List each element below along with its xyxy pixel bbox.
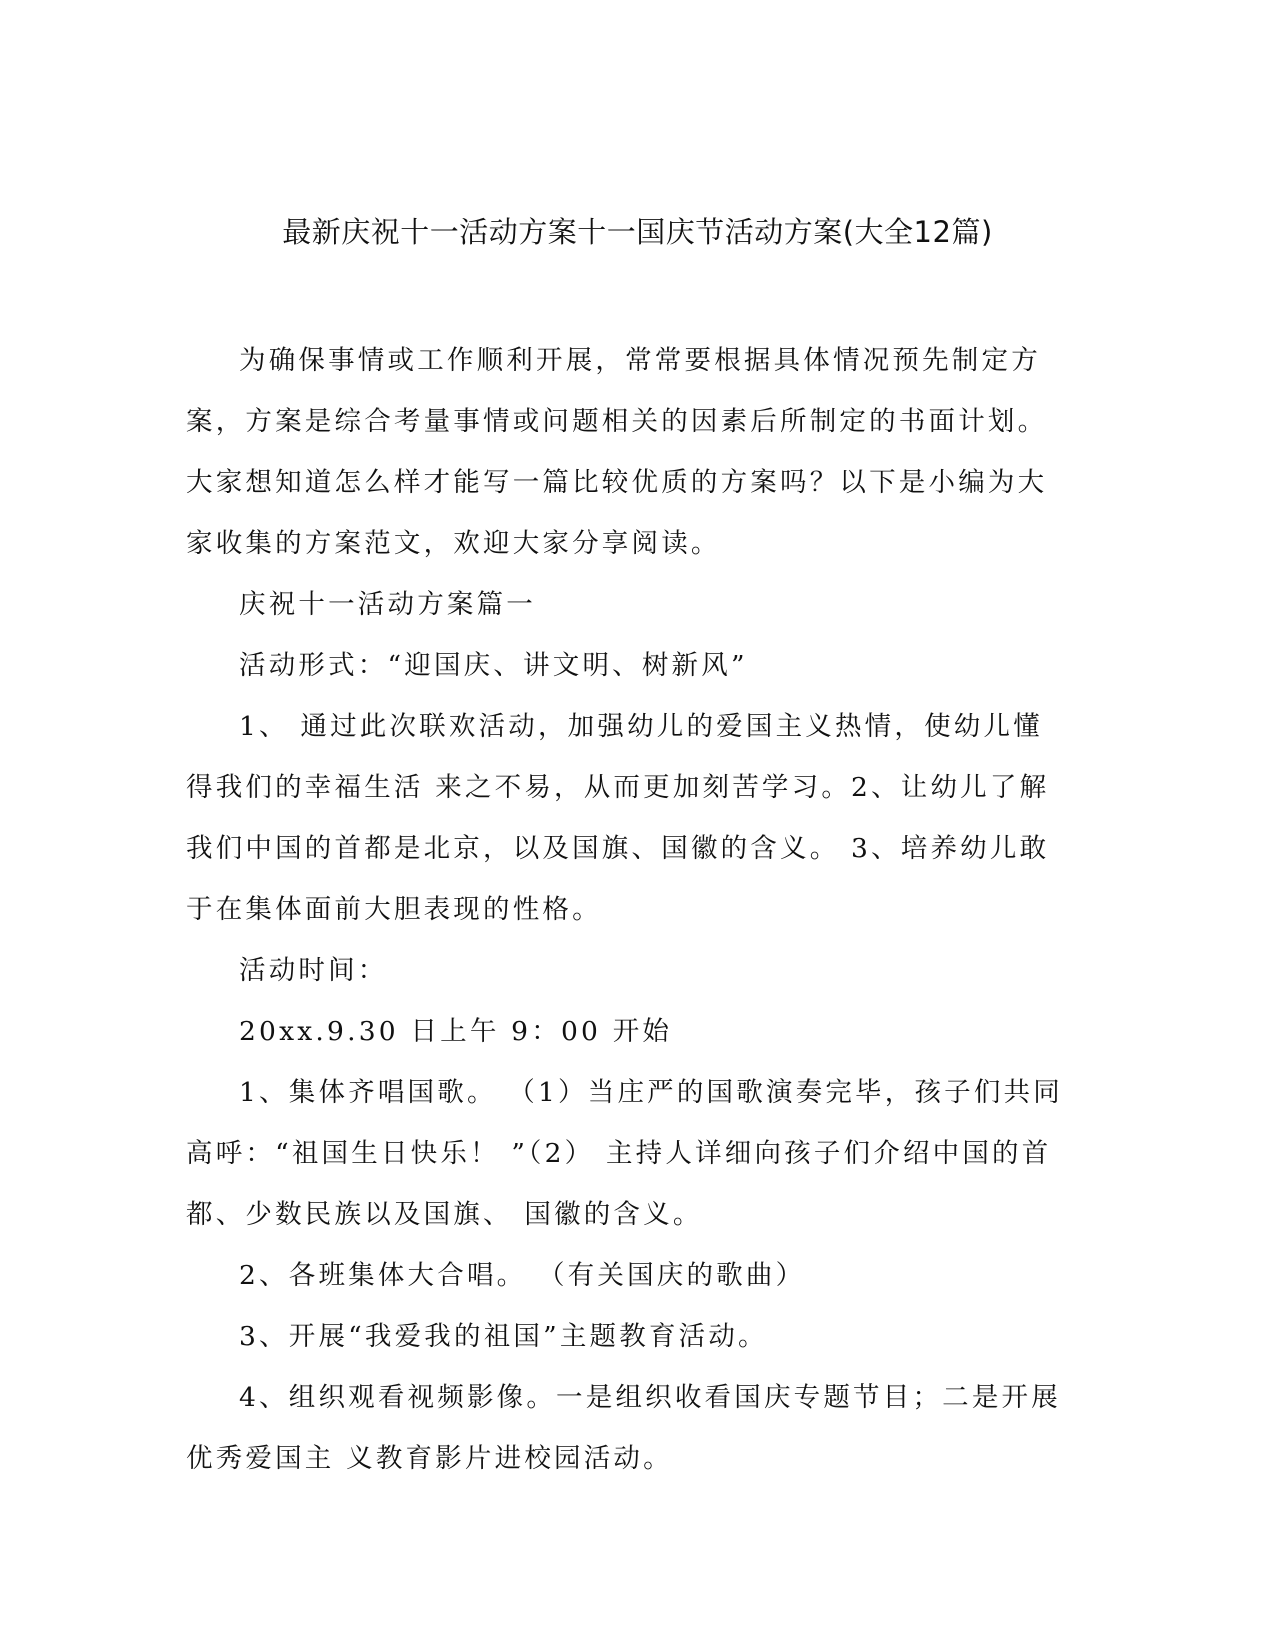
activity-time-label: 活动时间： [239,955,388,986]
section-heading: 庆祝十一活动方案篇一 [239,589,536,620]
activity-goals-paragraph: 1、 通过此次联欢活动，加强幼儿的爱国主义热情，使幼儿懂得我们的幸福生活 来之不易，从而更加刻苦学习。2、让幼儿了解我们中国的首都是北京，以及国旗、国徽的含义。 3、培养幼儿敢于在集体面前大胆表现的性格。 [186,711,1050,925]
step-2-paragraph: 2、各班集体大合唱。 （有关国庆的歌曲） [239,1260,806,1291]
step-4-paragraph: 4、组织观看视频影像。一是组织收看国庆专题节目；二是开展优秀爱国主 义教育影片进校园活动。 [186,1382,1061,1474]
step-3-paragraph: 3、开展“我爱我的祖国”主题教育活动。 [239,1321,768,1352]
document-body [186,330,1066,1489]
intro-paragraph: 为确保事情或工作顺利开展，常常要根据具体情况预先制定方案，方案是综合考量事情或问题相关的因素后所制定的书面计划。大家想知道怎么样才能写一篇比较优质的方案吗？以下是小编为大家收集的方案范文，欢迎大家分享阅读。 [186,345,1048,559]
document-title: 最新庆祝十一活动方案十一国庆节活动方案(大全12篇) [282,215,993,249]
activity-time-value: 20xx.9.30 日上午 9：00 开始 [239,1016,673,1047]
activity-form-paragraph: 活动形式：“迎国庆、讲文明、树新风” [239,650,748,681]
step-1-paragraph: 1、集体齐唱国歌。 （1）当庄严的国歌演奏完毕，孩子们共同高呼：“祖国生日快乐！ ”（2） 主持人详细向孩子们介绍中国的首都、少数民族以及国旗、 国徽的含义。 [186,1077,1063,1230]
